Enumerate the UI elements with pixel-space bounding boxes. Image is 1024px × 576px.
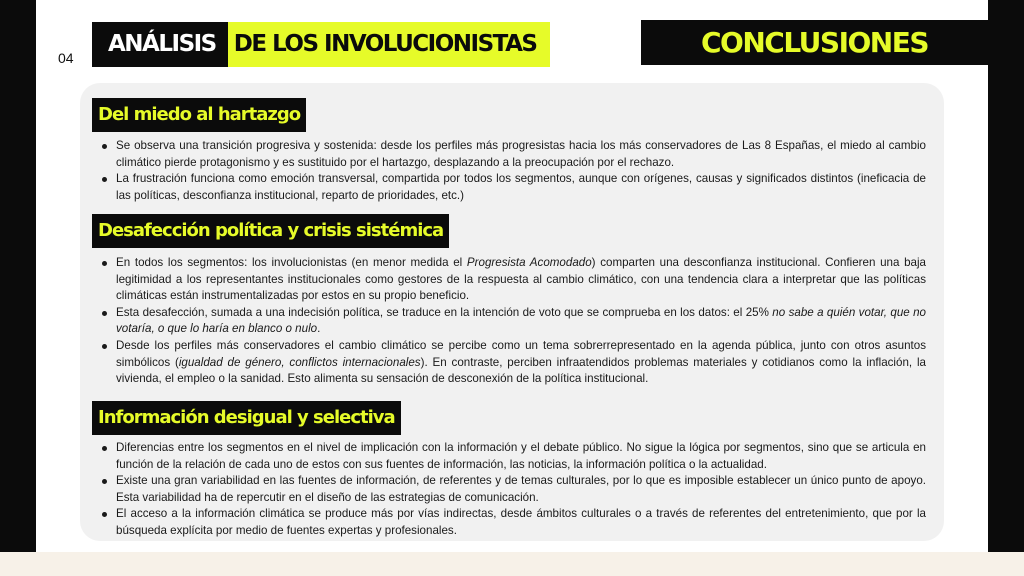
page-number: 04 xyxy=(58,50,74,66)
bullet-emphasis: igualdad de género, conflictos internacionales xyxy=(178,355,421,369)
bullet-item xyxy=(98,338,926,388)
slide-title xyxy=(92,22,550,67)
bullet-text: La frustración funciona como emoción transversal, compartida por todos los segmentos, aunque con orígenes, causas y significados distintos (ineficacia de las políticas, desconfianza institucional, reparto de prioridades, etc.) xyxy=(116,172,926,202)
bullet-item xyxy=(98,473,926,506)
section-heading-informacion: Información desigual y selectiva xyxy=(92,401,401,435)
section-list-informacion xyxy=(98,440,926,540)
bullet-item xyxy=(98,305,926,338)
bullet-emphasis: no sabe a quién votar, que no votaría, o que lo haría en blanco o nulo xyxy=(116,305,926,336)
title-highlight-part: DE LOS INVOLUCIONISTAS xyxy=(228,22,551,67)
bullet-text: El acceso a la información climática se produce más por vías indirectas, desde ámbitos culturales o a través de referentes del entretenimiento, que por la búsqueda explícita por medio de fuentes expertas y profesionales. xyxy=(116,507,926,537)
bullet-text: Esta desafección, sumada a una indecisión política, se traduce en la intención de voto que se comprueba en los datos: el 25% xyxy=(116,305,773,319)
right-border xyxy=(988,0,1024,552)
bullet-text: Se observa una transición progresiva y sostenida: desde los perfiles más progresistas hacia los más conservadores de Las 8 Españas, el miedo al cambio climático pierde protagonismo y es sustituido por el hartazgo, desplazando a la preocupación por el rechazo. xyxy=(116,139,926,169)
conclusions-banner: CONCLUSIONES xyxy=(641,20,988,65)
slide xyxy=(36,0,988,552)
section-heading-desafeccion: Desafección política y crisis sistémica xyxy=(92,214,449,248)
bullet-text: . xyxy=(317,322,321,336)
bullet-item xyxy=(98,440,926,473)
bullet-emphasis: Progresista Acomodado xyxy=(466,256,592,269)
bullet-text: ) comparten una desconfianza institucional. Confieren una baja legitimidad a los representantes institucionales como gestores de la respuesta al cambio climático, con una tendencia clara a interpretar que las políticas climáticas están instrumentalizadas por estos en su propio beneficio. xyxy=(116,256,927,303)
bullet-text: Diferencias entre los segmentos en el nivel de implicación con la información y el debate público. No sigue la lógica por segmentos, sino que se articula en función de la relación de cada uno de estos con sus fuentes de información, las noticias, la información política o la actualidad. xyxy=(116,441,926,471)
bullet-item xyxy=(98,255,926,305)
left-border xyxy=(0,0,36,552)
bullet-item xyxy=(98,171,926,204)
bullet-text: Existe una gran variabilidad en las fuentes de información, de referentes y de temas culturales, por lo que es imposible establecer un único punto de apoyo. Esta variabilidad ha de repercutir en el diseño de las estrategias de comunicación. xyxy=(116,474,926,504)
bullet-item xyxy=(98,506,926,539)
section-heading-miedo: Del miedo al hartazgo xyxy=(92,98,306,132)
bullet-text: Desde los perfiles más conservadores el cambio climático se percibe como un tema sobrerrepresentado en la agenda pública, junto con otros asuntos simbólicos ( xyxy=(116,338,926,369)
section-list-miedo xyxy=(98,138,926,204)
title-dark-part: ANÁLISIS xyxy=(92,22,228,67)
section-list-desafeccion xyxy=(98,255,926,388)
bullet-item xyxy=(98,138,926,171)
bullet-text: En todos los segmentos: los involucionistas (en menor medida el xyxy=(116,256,467,269)
bullet-text: ). En contraste, perciben infraatendidos problemas materiales y cotidianos como la inflación, la vivienda, el empleo o la sanidad. Esto alimenta su sensación de desconexión de la política institucional. xyxy=(116,355,926,386)
